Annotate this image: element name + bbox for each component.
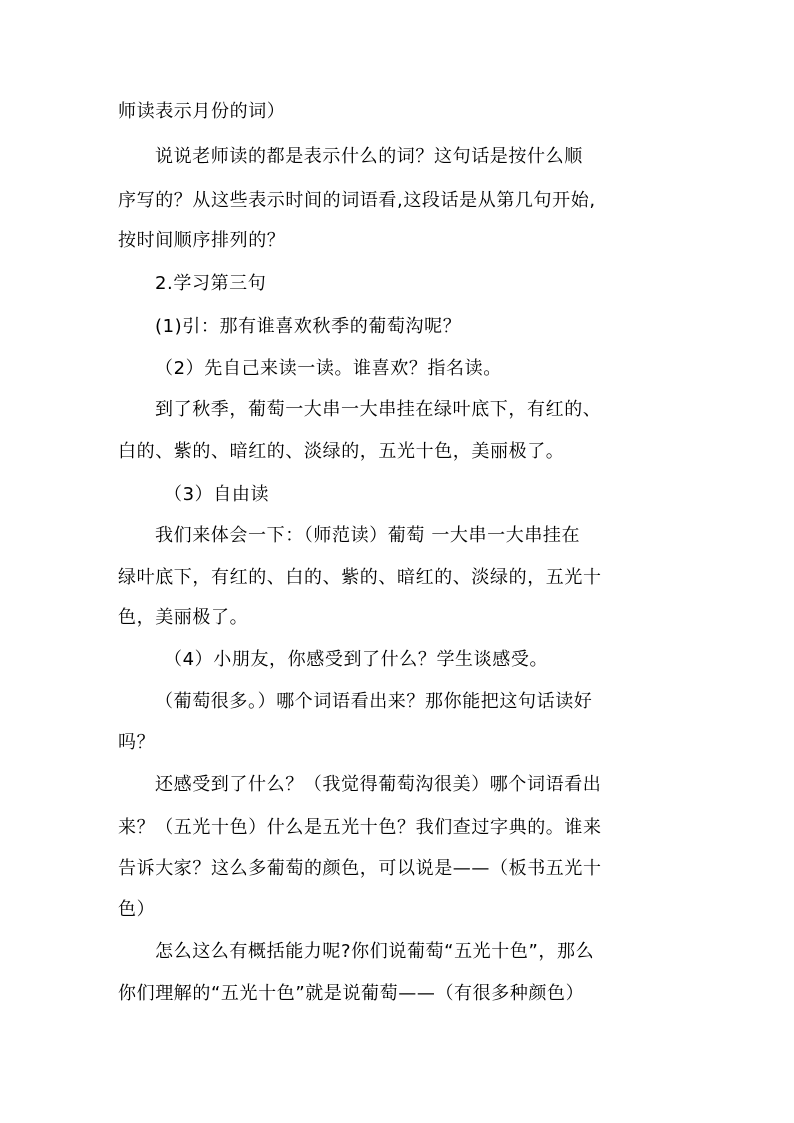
text-line: 白的、紫的、暗红的、淡绿的，五光十色，美丽极了。 [118,441,565,462]
text-line: 告诉大家？这么多葡萄的颜色，可以说是——（板书五光十 [118,858,602,879]
text-line: 还感受到了什么？（我觉得葡萄沟很美）哪个词语看出 [155,774,602,795]
text-line: 师读表示月份的词） [118,101,286,122]
text-line: 说说老师读的都是表示什么的词？这句话是按什么顺 [155,146,583,167]
section-heading: 2.学习第三句 [155,273,267,294]
text-line: 色，美丽极了。 [118,607,249,628]
text-line: （2）先自己来读一读。谁喜欢？指名读。 [155,358,502,379]
text-line: 怎么这么有概括能力呢?你们说葡萄“五光十色”，那么 [155,941,595,962]
text-line: 到了秋季，葡萄一大串一大串挂在绿叶底下，有红的、 [155,399,602,420]
text-line: 我们来体会一下：（师范读）葡萄 一大串一大串挂在 [155,525,581,546]
text-line: 吗？ [118,732,156,753]
text-line: 来？（五光十色）什么是五光十色？我们查过字典的。谁来 [118,817,602,838]
text-line: （3）自由读 [164,484,270,505]
text-line: (1)引：那有谁喜欢秋季的葡萄沟呢？ [155,316,462,337]
text-line: 按时间顺序排列的？ [118,230,286,251]
text-line: 你们理解的“五光十色”就是说葡萄——（有很多种颜色） [118,983,585,1004]
text-line: 色） [118,899,156,920]
text-line: 序写的？从这些表示时间的词语看,这段话是从第几句开始, [118,190,596,211]
text-line: （4）小朋友，你感受到了什么？学生谈感受。 [164,649,549,670]
text-line: （葡萄很多。）哪个词语看出来？那你能把这句话读好 [155,691,593,712]
text-line: 绿叶底下，有红的、白的、紫的、暗红的、淡绿的，五光十 [118,567,602,588]
